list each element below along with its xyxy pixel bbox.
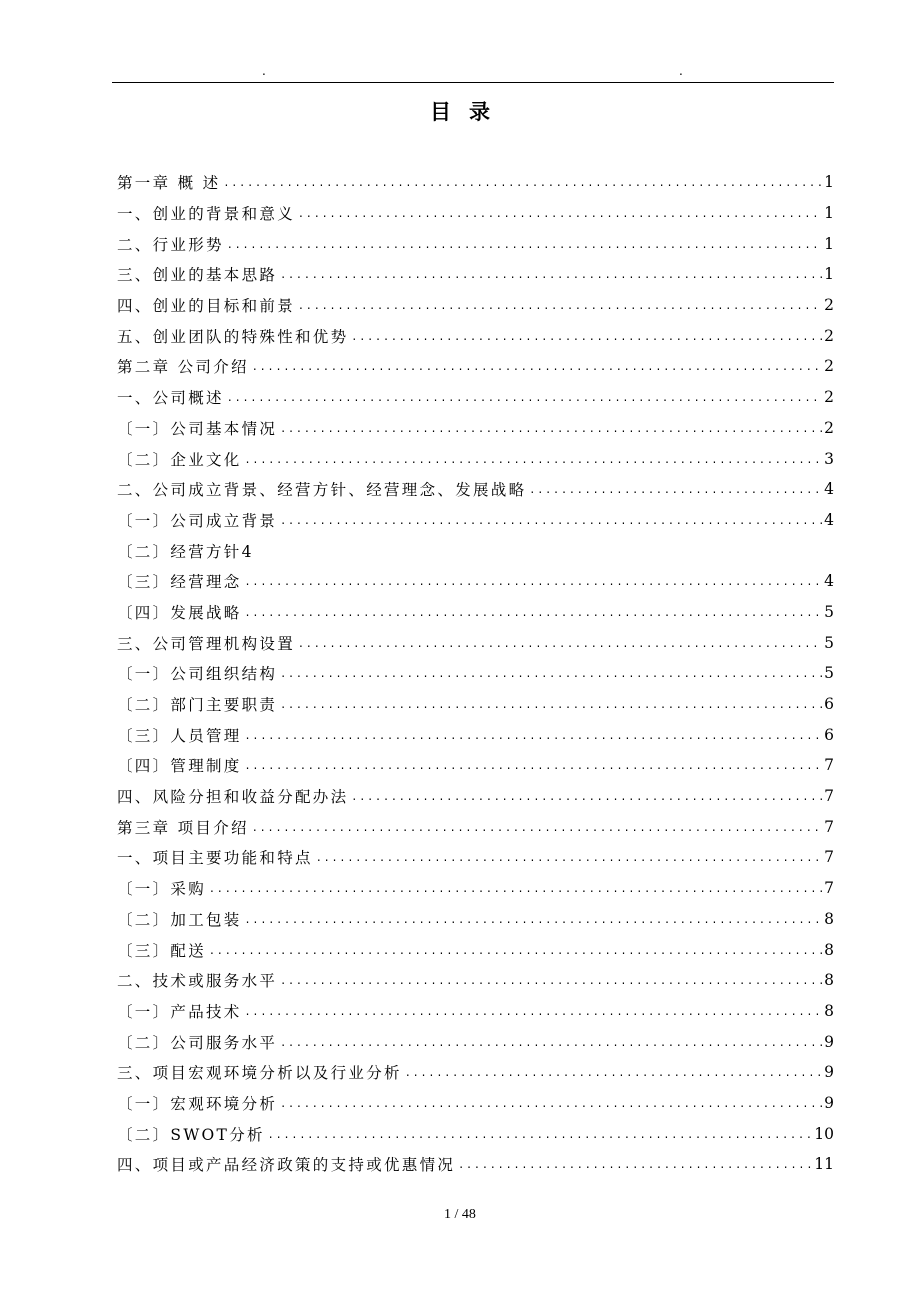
toc-leader-dots: [281, 265, 822, 283]
toc-entry-label: 〔二〕公司服务水平: [117, 1033, 278, 1052]
toc-leader-dots: [246, 603, 823, 621]
toc-entry-label: 〔二〕部门主要职责: [117, 696, 278, 715]
toc-entry-page: 2: [824, 296, 834, 315]
toc-entry-label: 〔三〕人员管理: [117, 726, 242, 745]
toc-entry-page: 4: [824, 572, 834, 591]
toc-entry-label: 二、行业形势: [117, 235, 224, 254]
toc-entry-page: 9: [824, 1063, 834, 1082]
toc-entry-label: 二、技术或服务水平: [117, 972, 278, 991]
toc-entry-label: 〔二〕经营方针4: [117, 542, 254, 561]
toc-leader-dots: [299, 296, 822, 314]
toc-entry[interactable]: [117, 781, 834, 812]
toc-entry[interactable]: [117, 750, 834, 781]
toc-entry-label: 二、公司成立背景、经营方针、经营理念、发展战略: [117, 481, 527, 500]
toc-entry[interactable]: [117, 1088, 834, 1119]
toc-entry[interactable]: [117, 228, 834, 259]
toc-leader-dots: [253, 818, 822, 836]
toc-entry-label: 五、创业团队的特殊性和优势: [117, 327, 349, 346]
toc-leader-dots: [253, 357, 822, 375]
toc-entry[interactable]: [117, 1118, 834, 1149]
toc-entry[interactable]: [117, 689, 834, 720]
toc-leader-dots: [281, 1033, 822, 1051]
toc-entry[interactable]: [117, 873, 834, 904]
toc-entry-page: 3: [824, 449, 834, 468]
toc-entry-page: 4: [824, 510, 834, 529]
toc-entry-label: 三、创业的基本思路: [117, 266, 278, 285]
toc-entry[interactable]: [117, 719, 834, 750]
toc-leader-dots: [281, 971, 822, 989]
toc-entry-label: 第三章 项目介绍: [117, 818, 249, 837]
toc-leader-dots: [317, 848, 822, 866]
toc-entry[interactable]: [117, 505, 834, 536]
toc-entry-label: 一、项目主要功能和特点: [117, 849, 313, 868]
toc-entry[interactable]: [117, 904, 834, 935]
toc-entry-page: 7: [824, 817, 834, 836]
toc-entry-page: 5: [824, 602, 834, 621]
toc-leader-dots: [224, 173, 822, 191]
header-rule: [112, 82, 834, 83]
header-mark-left: .: [262, 64, 266, 78]
toc-entry-page: 11: [814, 1155, 834, 1174]
toc-entry[interactable]: [117, 535, 834, 566]
toc-entry-label: 〔一〕公司成立背景: [117, 511, 278, 530]
toc-entry-label: 〔一〕采购: [117, 880, 207, 899]
toc-leader-dots: [246, 450, 823, 468]
toc-entry-label: 四、创业的目标和前景: [117, 297, 296, 316]
page-indicator: 1 / 48: [444, 1207, 476, 1222]
toc-entry-label: 〔二〕企业文化: [117, 450, 242, 469]
toc-entry-page: 1: [824, 173, 834, 192]
toc-entry[interactable]: [117, 811, 834, 842]
toc-entry[interactable]: [117, 1026, 834, 1057]
toc-leader-dots: [246, 726, 823, 744]
toc-entry-page: 7: [824, 787, 834, 806]
toc-entry-label: 〔三〕配送: [117, 941, 207, 960]
toc-entry[interactable]: [117, 351, 834, 382]
toc-entry-label: 第一章 概 述: [117, 174, 221, 193]
toc-entry-page: 7: [824, 848, 834, 867]
toc-entry-page: 2: [824, 326, 834, 345]
toc-entry[interactable]: [117, 996, 834, 1027]
toc-leader-dots: [246, 756, 823, 774]
toc-entry[interactable]: [117, 842, 834, 873]
toc-entry-page: 8: [824, 909, 834, 928]
toc-entry-page: 6: [824, 725, 834, 744]
toc-leader-dots: [281, 664, 822, 682]
page-title: 目录: [430, 100, 508, 124]
toc-leader-dots: [281, 1094, 822, 1112]
toc-entry-page: 9: [824, 1032, 834, 1051]
toc-entry-label: 三、公司管理机构设置: [117, 634, 296, 653]
toc-leader-dots: [459, 1155, 812, 1173]
toc-entry[interactable]: [117, 320, 834, 351]
toc-leader-dots: [281, 419, 822, 437]
toc-entry[interactable]: [117, 965, 834, 996]
toc-leader-dots: [530, 480, 822, 498]
toc-entry[interactable]: [117, 1057, 834, 1088]
toc-entry-page: 7: [824, 756, 834, 775]
toc-entry-label: 〔一〕宏观环境分析: [117, 1094, 278, 1113]
toc-leader-dots: [210, 879, 822, 897]
toc-entry[interactable]: [117, 658, 834, 689]
toc-entry-page: 6: [824, 695, 834, 714]
header-mark-right: .: [679, 64, 683, 78]
toc-leader-dots: [228, 388, 822, 406]
toc-entry-label: 〔一〕公司基本情况: [117, 419, 278, 438]
toc-entry-page: 4: [824, 480, 834, 499]
toc-leader-dots: [269, 1125, 812, 1143]
toc-entry[interactable]: [117, 1149, 834, 1180]
toc-entry[interactable]: [117, 290, 834, 321]
toc-entry-label: 〔四〕管理制度: [117, 757, 242, 776]
toc-entry-page: 1: [824, 234, 834, 253]
toc-leader-dots: [299, 204, 822, 222]
toc-entry-label: 四、项目或产品经济政策的支持或优惠情况: [117, 1156, 456, 1175]
toc-entry[interactable]: [117, 259, 834, 290]
toc-entry-label: 〔四〕发展战略: [117, 603, 242, 622]
toc-entry-label: 〔一〕公司组织结构: [117, 665, 278, 684]
toc-entry[interactable]: [117, 627, 834, 658]
toc-leader-dots: [228, 235, 822, 253]
toc-entry-page: 8: [824, 971, 834, 990]
toc-entry[interactable]: [117, 597, 834, 628]
toc-leader-dots: [281, 511, 822, 529]
toc-entry-page: 2: [824, 418, 834, 437]
toc-entry-page: 8: [824, 940, 834, 959]
toc-entry-page: 1: [824, 265, 834, 284]
toc-leader-dots: [246, 910, 823, 928]
toc-entry-page: 5: [824, 664, 834, 683]
toc-leader-dots: [352, 327, 822, 345]
toc-entry-page: 10: [814, 1124, 834, 1143]
toc-entry-label: 〔一〕产品技术: [117, 1002, 242, 1021]
toc-entry-label: 〔二〕SWOT分析: [117, 1125, 265, 1144]
toc-entry-page: 8: [824, 1001, 834, 1020]
toc-entry-page: 1: [824, 204, 834, 223]
toc-entry-label: 一、创业的背景和意义: [117, 205, 296, 224]
toc-entry[interactable]: [117, 198, 834, 229]
toc-entry-page: 7: [824, 879, 834, 898]
toc-entry[interactable]: [117, 443, 834, 474]
toc-entry-label: 三、项目宏观环境分析以及行业分析: [117, 1064, 402, 1083]
toc-entry-label: 〔二〕加工包装: [117, 910, 242, 929]
toc-leader-dots: [246, 572, 823, 590]
toc-entry[interactable]: [117, 382, 834, 413]
toc-entry[interactable]: [117, 566, 834, 597]
toc-entry-page: 9: [824, 1093, 834, 1112]
toc-leader-dots: [406, 1063, 822, 1081]
toc-entry-label: 〔三〕经营理念: [117, 573, 242, 592]
toc-entry[interactable]: [117, 934, 834, 965]
toc-entry-page: 2: [824, 388, 834, 407]
toc-entry[interactable]: [117, 413, 834, 444]
toc-leader-dots: [352, 787, 822, 805]
toc-leader-dots: [299, 634, 822, 652]
toc-entry[interactable]: [117, 167, 834, 198]
toc-leader-dots: [281, 695, 822, 713]
toc-leader-dots: [246, 1002, 823, 1020]
toc-entry-page: 2: [824, 357, 834, 376]
toc-leader-dots: [210, 941, 822, 959]
table-of-contents: [117, 167, 834, 1180]
toc-entry-label: 四、风险分担和收益分配办法: [117, 788, 349, 807]
toc-entry-page: 5: [824, 633, 834, 652]
toc-entry-label: 第二章 公司介绍: [117, 358, 249, 377]
toc-entry[interactable]: [117, 474, 834, 505]
toc-entry-label: 一、公司概述: [117, 389, 224, 408]
